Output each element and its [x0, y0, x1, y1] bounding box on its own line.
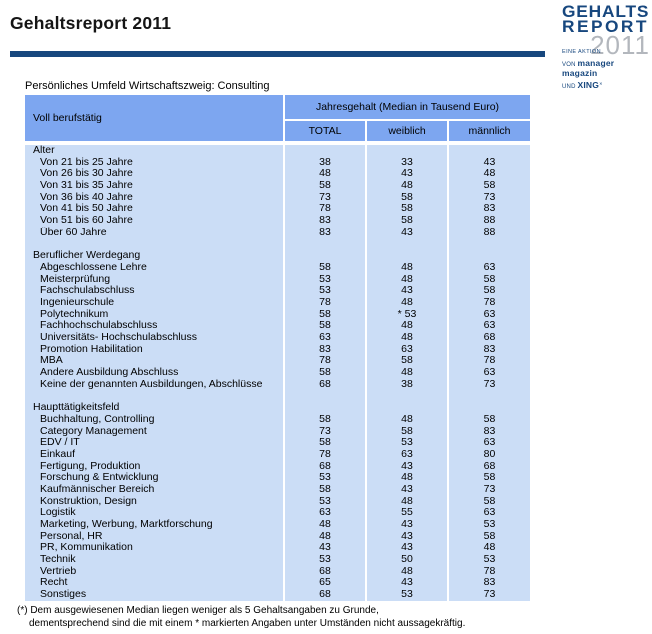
value-cell — [367, 145, 447, 157]
footnote-line-2: dementsprechend sind die mit einem * markierten Angaben unter Umständen nicht aussagekräftig. — [29, 617, 466, 629]
table-row — [25, 472, 530, 484]
row-label: Fachschulabschluss — [25, 285, 283, 297]
table-row — [25, 215, 530, 227]
value-cell: 58 — [285, 437, 365, 449]
value-cell: 48 — [367, 367, 447, 379]
value-cell: 43 — [367, 285, 447, 297]
value-cell: 78 — [449, 355, 530, 367]
table-row — [25, 227, 530, 239]
value-cell: 50 — [367, 554, 447, 566]
row-label: Von 41 bis 50 Jahre — [25, 203, 283, 215]
table-row — [25, 484, 530, 496]
value-cell: 83 — [449, 577, 530, 589]
value-cell: 53 — [367, 589, 447, 601]
value-cell: 58 — [449, 180, 530, 192]
value-cell: 48 — [285, 168, 365, 180]
table-row — [25, 320, 530, 332]
row-label — [25, 390, 283, 402]
row-label: Vertrieb — [25, 566, 283, 578]
row-label: PR, Kommunikation — [25, 542, 283, 554]
value-cell — [367, 402, 447, 414]
table-row — [25, 309, 530, 321]
row-label: Konstruktion, Design — [25, 496, 283, 508]
table-row — [25, 426, 530, 438]
row-label: Promotion Habilitation — [25, 344, 283, 356]
value-cell: 53 — [285, 274, 365, 286]
value-cell: 43 — [367, 461, 447, 473]
footnote — [17, 605, 465, 630]
salary-table — [25, 95, 530, 601]
row-label: Einkauf — [25, 449, 283, 461]
row-label: Fachhochschulabschluss — [25, 320, 283, 332]
value-cell: 88 — [449, 227, 530, 239]
table-row — [25, 180, 530, 192]
value-cell: 58 — [367, 355, 447, 367]
value-cell: 53 — [449, 554, 530, 566]
table-row — [25, 332, 530, 344]
value-cell: 58 — [449, 472, 530, 484]
footnote-line-1: (*) Dem ausgewiesenen Median liegen weniger als 5 Gehaltsangaben zu Grunde, — [17, 605, 379, 616]
value-cell: 63 — [367, 344, 447, 356]
table-body — [25, 145, 530, 601]
corner-header: Voll berufstätig — [25, 95, 283, 141]
row-label: Abgeschlossene Lehre — [25, 262, 283, 274]
value-cell: 63 — [285, 332, 365, 344]
table-row — [25, 589, 530, 601]
value-cell: 55 — [367, 507, 447, 519]
row-label: Andere Ausbildung Abschluss — [25, 367, 283, 379]
value-cell: 48 — [367, 414, 447, 426]
value-cell: 48 — [367, 566, 447, 578]
table-row — [25, 168, 530, 180]
value-cell: 53 — [285, 554, 365, 566]
spacer-row — [25, 390, 530, 402]
value-cell: 73 — [449, 379, 530, 391]
value-cell: 73 — [285, 192, 365, 204]
section-label: Beruflicher Werdegang — [25, 250, 283, 262]
value-cell — [285, 145, 365, 157]
value-cell: 83 — [285, 344, 365, 356]
value-cell: 53 — [449, 519, 530, 531]
value-cell: 43 — [367, 168, 447, 180]
value-cell: 43 — [367, 484, 447, 496]
table-row — [25, 379, 530, 391]
row-label: Buchhaltung, Controlling — [25, 414, 283, 426]
table-row — [25, 496, 530, 508]
row-label: Von 31 bis 35 Jahre — [25, 180, 283, 192]
row-label: Von 51 bis 60 Jahre — [25, 215, 283, 227]
xing-mark-icon: ✕ — [599, 81, 603, 86]
row-label: Keine der genannten Ausbildungen, Abschlüsse — [25, 379, 283, 391]
value-cell: 73 — [449, 192, 530, 204]
value-cell: 83 — [449, 426, 530, 438]
value-cell — [449, 390, 530, 402]
row-label: Universitäts- Hochschulabschluss — [25, 332, 283, 344]
logo-year: 2011 — [590, 30, 650, 60]
table-row — [25, 577, 530, 589]
row-label: Sonstiges — [25, 589, 283, 601]
value-cell: 38 — [367, 379, 447, 391]
value-cell: 48 — [367, 332, 447, 344]
section-label: Alter — [25, 145, 283, 157]
value-cell — [285, 402, 365, 414]
value-cell: 58 — [285, 180, 365, 192]
value-cell: 58 — [367, 215, 447, 227]
column-header-weiblich: weiblich — [367, 121, 447, 141]
row-label: MBA — [25, 355, 283, 367]
value-cell: 48 — [367, 320, 447, 332]
table-row — [25, 203, 530, 215]
value-cell: 53 — [285, 285, 365, 297]
spacer-row — [25, 239, 530, 251]
value-cell: 58 — [285, 309, 365, 321]
table-row — [25, 262, 530, 274]
table-row — [25, 449, 530, 461]
row-label: Technik — [25, 554, 283, 566]
logo-word-gehalts: GEHALTS — [562, 2, 650, 21]
value-cell: 58 — [449, 285, 530, 297]
row-label: Forschung & Entwicklung — [25, 472, 283, 484]
value-cell: 48 — [285, 519, 365, 531]
value-cell: 58 — [449, 274, 530, 286]
value-cell — [449, 402, 530, 414]
value-cell: 73 — [449, 589, 530, 601]
gehaltsreport-logo — [562, 4, 650, 90]
value-cell: 63 — [285, 507, 365, 519]
row-label: Marketing, Werbung, Marktforschung — [25, 519, 283, 531]
table-row — [25, 192, 530, 204]
value-cell: 78 — [285, 203, 365, 215]
value-cell: 63 — [449, 367, 530, 379]
value-cell: 63 — [449, 437, 530, 449]
value-cell: 48 — [367, 472, 447, 484]
section-header-row — [25, 402, 530, 414]
table-row — [25, 157, 530, 169]
value-cell — [285, 239, 365, 251]
row-label: Ingenieurschule — [25, 297, 283, 309]
value-cell: 58 — [367, 426, 447, 438]
row-label: Von 26 bis 30 Jahre — [25, 168, 283, 180]
value-cell: 78 — [285, 449, 365, 461]
logo-year-row — [562, 30, 650, 60]
value-cell: * 53 — [367, 309, 447, 321]
value-cell: 58 — [285, 414, 365, 426]
table-row — [25, 566, 530, 578]
value-cell: 63 — [449, 320, 530, 332]
value-cell: 43 — [367, 577, 447, 589]
table-row — [25, 519, 530, 531]
row-label: Kaufmännischer Bereich — [25, 484, 283, 496]
table-row — [25, 344, 530, 356]
value-cell: 63 — [449, 507, 530, 519]
value-cell: 73 — [285, 426, 365, 438]
value-cell: 33 — [367, 157, 447, 169]
value-cell: 48 — [449, 168, 530, 180]
table-row — [25, 367, 530, 379]
value-cell: 80 — [449, 449, 530, 461]
value-cell: 68 — [285, 379, 365, 391]
value-cell: 43 — [367, 227, 447, 239]
value-cell: 58 — [285, 367, 365, 379]
value-cell: 58 — [285, 484, 365, 496]
value-cell: 48 — [285, 531, 365, 543]
section-header-row — [25, 250, 530, 262]
column-header-total: TOTAL — [285, 121, 365, 141]
table-row — [25, 355, 530, 367]
table-row — [25, 507, 530, 519]
value-cell: 43 — [449, 157, 530, 169]
row-label: Polytechnikum — [25, 309, 283, 321]
value-cell — [367, 239, 447, 251]
group-header: Jahresgehalt (Median in Tausend Euro) — [285, 95, 530, 119]
table-row — [25, 437, 530, 449]
value-cell: 43 — [285, 542, 365, 554]
value-cell: 63 — [449, 309, 530, 321]
value-cell — [367, 390, 447, 402]
value-cell: 83 — [285, 227, 365, 239]
value-cell: 68 — [449, 332, 530, 344]
row-label: Recht — [25, 577, 283, 589]
value-cell: 83 — [449, 344, 530, 356]
value-cell: 68 — [285, 461, 365, 473]
value-cell: 78 — [285, 355, 365, 367]
row-label: EDV / IT — [25, 437, 283, 449]
value-cell: 48 — [449, 542, 530, 554]
value-cell: 88 — [449, 215, 530, 227]
value-cell: 78 — [285, 297, 365, 309]
table-subtitle: Persönliches Umfeld Wirtschaftszweig: Consulting — [25, 80, 270, 92]
table-row — [25, 414, 530, 426]
row-label: Von 21 bis 25 Jahre — [25, 157, 283, 169]
value-cell: 78 — [449, 566, 530, 578]
value-cell — [285, 250, 365, 262]
value-cell: 63 — [449, 262, 530, 274]
table-row — [25, 542, 530, 554]
table-row — [25, 285, 530, 297]
row-label: Meisterprüfung — [25, 274, 283, 286]
title-divider — [10, 51, 545, 57]
table-row — [25, 554, 530, 566]
row-label: Category Management — [25, 426, 283, 438]
logo-tagline-aktion: EINE AKTION — [562, 49, 601, 55]
row-label: Über 60 Jahre — [25, 227, 283, 239]
value-cell: 73 — [449, 484, 530, 496]
value-cell: 58 — [449, 496, 530, 508]
value-cell: 68 — [449, 461, 530, 473]
value-cell: 68 — [285, 566, 365, 578]
value-cell: 58 — [449, 531, 530, 543]
value-cell: 53 — [285, 472, 365, 484]
table-row — [25, 461, 530, 473]
row-label: Von 36 bis 40 Jahre — [25, 192, 283, 204]
row-label: Fertigung, Produktion — [25, 461, 283, 473]
value-cell: 58 — [285, 320, 365, 332]
value-cell: 58 — [367, 192, 447, 204]
logo-word-report: REPORT — [562, 17, 649, 36]
value-cell: 43 — [367, 519, 447, 531]
value-cell: 43 — [367, 531, 447, 543]
value-cell: 65 — [285, 577, 365, 589]
logo-tagline-manager-magazin: VON manager magazin — [562, 58, 615, 78]
value-cell — [285, 390, 365, 402]
value-cell — [449, 145, 530, 157]
value-cell: 38 — [285, 157, 365, 169]
value-cell: 58 — [449, 414, 530, 426]
section-label: Haupttätigkeitsfeld — [25, 402, 283, 414]
column-header-maennlich: männlich — [449, 121, 530, 141]
value-cell: 48 — [367, 262, 447, 274]
table-row — [25, 297, 530, 309]
value-cell — [449, 250, 530, 262]
value-cell: 43 — [367, 542, 447, 554]
value-cell: 53 — [367, 437, 447, 449]
value-cell: 48 — [367, 496, 447, 508]
logo-tagline-xing: UND XING✕ — [562, 80, 603, 90]
value-cell: 83 — [449, 203, 530, 215]
table-header — [25, 95, 530, 141]
value-cell — [367, 250, 447, 262]
value-cell: 48 — [367, 180, 447, 192]
section-header-row — [25, 145, 530, 157]
row-label — [25, 239, 283, 251]
page-title: Gehaltsreport 2011 — [10, 13, 172, 33]
table-row — [25, 274, 530, 286]
value-cell: 58 — [367, 203, 447, 215]
row-label: Logistik — [25, 507, 283, 519]
value-cell: 78 — [449, 297, 530, 309]
value-cell: 53 — [285, 496, 365, 508]
value-cell: 58 — [285, 262, 365, 274]
value-cell — [449, 239, 530, 251]
value-cell: 48 — [367, 274, 447, 286]
value-cell: 83 — [285, 215, 365, 227]
value-cell: 48 — [367, 297, 447, 309]
row-label: Personal, HR — [25, 531, 283, 543]
value-cell: 63 — [367, 449, 447, 461]
value-cell: 68 — [285, 589, 365, 601]
table-row — [25, 531, 530, 543]
